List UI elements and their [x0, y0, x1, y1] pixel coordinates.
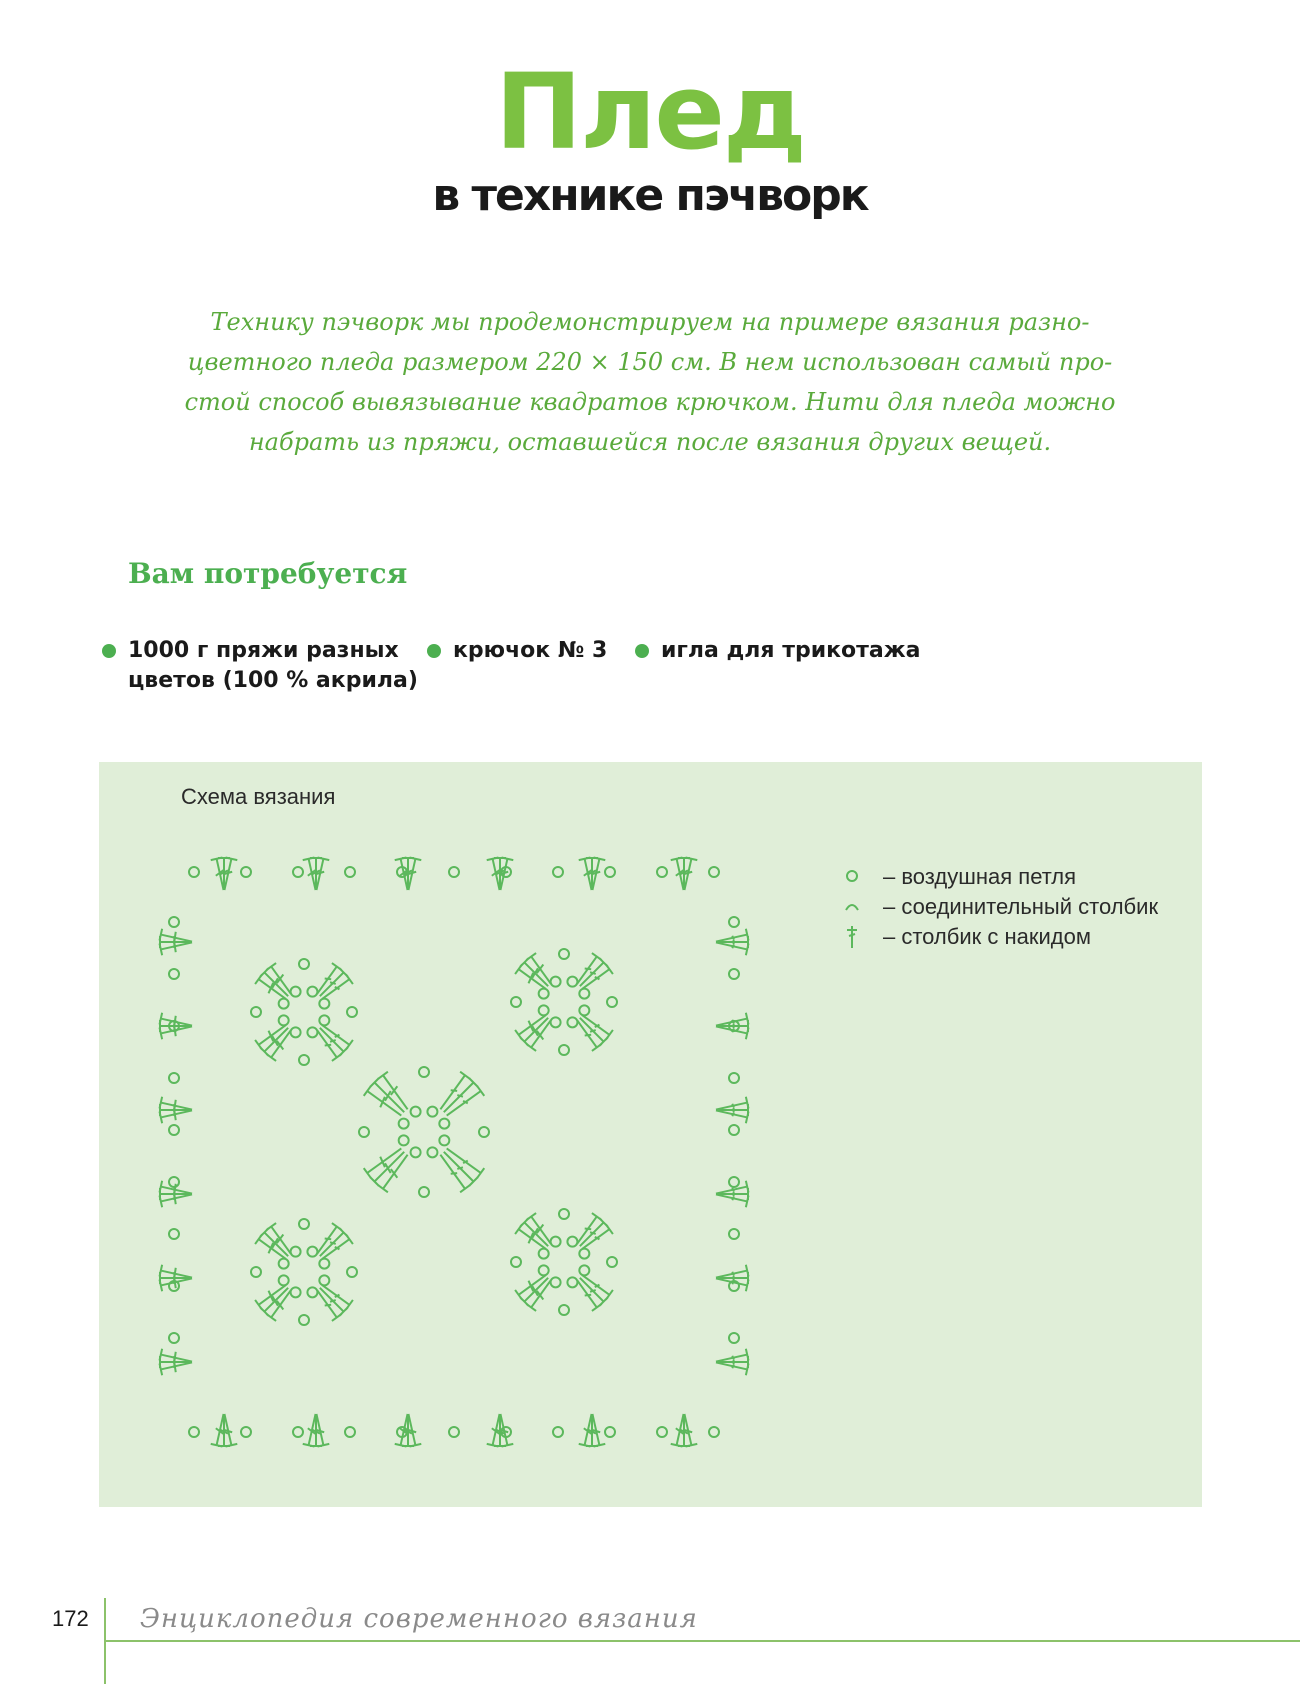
- chain-loop-icon: [319, 999, 329, 1009]
- chain-loop-icon: [551, 1277, 561, 1287]
- chain-loop-icon: [559, 949, 569, 959]
- chain-loop-icon: [347, 1007, 357, 1017]
- crochet-chart: [154, 852, 754, 1452]
- chain-loop-icon: [241, 1427, 251, 1437]
- chain-loop-icon: [439, 1119, 449, 1129]
- page-number: 172: [52, 1606, 89, 1631]
- double-crochet-icon: [716, 1026, 749, 1039]
- bullet-icon: [102, 644, 116, 658]
- chain-loop-icon: [169, 1125, 179, 1135]
- chain-loop-icon: [319, 1275, 329, 1285]
- chain-loop-icon: [657, 1427, 667, 1437]
- chain-loop-icon: [579, 989, 589, 999]
- chain-loop-icon: [419, 1067, 429, 1077]
- chain-loop-icon: [559, 1305, 569, 1315]
- chain-loop-icon: [539, 1249, 549, 1259]
- double-crochet-icon: [716, 1194, 749, 1207]
- chain-loop-icon: [169, 969, 179, 979]
- chain-loop-icon: [567, 1277, 577, 1287]
- chain-loop-icon: [607, 1257, 617, 1267]
- chain-loop-icon: [843, 862, 877, 892]
- chain-loop-icon: [291, 987, 301, 997]
- chain-loop-icon: [359, 1127, 369, 1137]
- double-crochet-icon: [224, 858, 237, 891]
- chain-loop-icon: [729, 1073, 739, 1083]
- chain-loop-icon: [607, 997, 617, 1007]
- chain-loop-icon: [449, 867, 459, 877]
- double-crochet-icon: [716, 1110, 749, 1123]
- chain-loop-icon: [559, 1209, 569, 1219]
- footer-rule: [104, 1640, 1300, 1642]
- double-crochet-icon: [716, 929, 749, 942]
- double-crochet-icon: [716, 942, 749, 955]
- chain-loop-icon: [169, 1229, 179, 1239]
- chain-loop-icon: [399, 1119, 409, 1129]
- intro-line: набрать из пряжи, оставшейся после вязания других вещей.: [248, 428, 1052, 456]
- chain-loop-icon: [189, 867, 199, 877]
- double-crochet-icon: [592, 858, 605, 891]
- double-crochet-icon: [684, 858, 697, 891]
- chain-loop-icon: [399, 1135, 409, 1145]
- chain-loop-icon: [553, 1427, 563, 1437]
- chain-loop-icon: [291, 1287, 301, 1297]
- chain-loop-icon: [729, 969, 739, 979]
- page-title: Плед: [495, 51, 805, 173]
- chain-loop-icon: [279, 1015, 289, 1025]
- chain-loop-icon: [299, 959, 309, 969]
- chain-loop-icon: [551, 977, 561, 987]
- intro-line: стой способ вывязывание квадратов крючком. Нити для пледа можно: [184, 388, 1116, 416]
- chain-loop-icon: [169, 1073, 179, 1083]
- chain-loop-icon: [479, 1127, 489, 1137]
- chain-loop-icon: [439, 1135, 449, 1145]
- double-crochet-icon: [370, 1152, 404, 1186]
- chain-loop-icon: [709, 867, 719, 877]
- material-item-yarn: 1000 г пряжи разных цветов (100 % акрила): [128, 636, 418, 696]
- double-crochet-icon: [408, 858, 421, 891]
- chain-loop-icon: [539, 989, 549, 999]
- double-crochet-icon: [316, 1414, 329, 1447]
- chain-loop-icon: [279, 999, 289, 1009]
- materials-heading: Вам потребуется: [128, 557, 408, 590]
- double-crochet-icon: [370, 1078, 404, 1112]
- chain-loop-icon: [553, 867, 563, 877]
- scheme-legend: [843, 862, 1158, 952]
- chain-loop-icon: [319, 1259, 329, 1269]
- chain-loop-icon: [427, 1147, 437, 1157]
- double-crochet-icon: [316, 858, 329, 891]
- chain-loop-icon: [319, 1015, 329, 1025]
- chain-loop-icon: [579, 1265, 589, 1275]
- double-crochet-icon: [716, 1265, 749, 1278]
- chain-loop-icon: [293, 1427, 303, 1437]
- double-crochet-icon: [716, 1013, 749, 1026]
- intro-line: цветного пледа размером 220 × 150 см. В нем использован самый про-: [187, 348, 1113, 376]
- scheme-title: Схема вязания: [181, 784, 336, 809]
- chain-loop-icon: [411, 1107, 421, 1117]
- chain-loop-icon: [169, 1333, 179, 1343]
- chain-loop-icon: [169, 917, 179, 927]
- chain-loop-icon: [551, 1237, 561, 1247]
- chain-loop-icon: [241, 867, 251, 877]
- chain-loop-icon: [307, 987, 317, 997]
- chain-loop-icon: [189, 1427, 199, 1437]
- chain-loop-icon: [729, 1177, 739, 1187]
- chain-loop-icon: [539, 1265, 549, 1275]
- chain-loop-icon: [427, 1107, 437, 1117]
- chain-loop-icon: [605, 867, 615, 877]
- double-crochet-icon: [224, 1414, 237, 1447]
- chain-loop-icon: [347, 1267, 357, 1277]
- chain-loop-icon: [299, 1219, 309, 1229]
- chain-loop-icon: [345, 867, 355, 877]
- slip-stitch-icon: [843, 892, 877, 922]
- chain-loop-icon: [729, 1229, 739, 1239]
- chain-loop-icon: [729, 1125, 739, 1135]
- page-subtitle: в технике пэчворк: [432, 170, 868, 221]
- double-crochet-icon: [843, 922, 877, 952]
- chain-loop-icon: [511, 997, 521, 1007]
- chain-loop-icon: [307, 1287, 317, 1297]
- double-crochet-icon: [444, 1078, 478, 1112]
- chain-loop-icon: [279, 1275, 289, 1285]
- chain-loop-icon: [307, 1027, 317, 1037]
- scheme-panel: [99, 762, 1202, 1507]
- chain-loop-icon: [729, 1333, 739, 1343]
- chain-loop-icon: [657, 867, 667, 877]
- double-crochet-icon: [408, 1414, 421, 1447]
- double-crochet-icon: [716, 1097, 749, 1110]
- chain-loop-icon: [169, 1177, 179, 1187]
- chain-loop-icon: [251, 1007, 261, 1017]
- chain-loop-icon: [559, 1045, 569, 1055]
- chain-loop-icon: [579, 1005, 589, 1015]
- intro-line: Технику пэчворк мы продемонстрируем на примере вязания разно-: [210, 308, 1090, 336]
- chain-loop-icon: [299, 1055, 309, 1065]
- chain-loop-icon: [579, 1249, 589, 1259]
- double-crochet-icon: [684, 1414, 697, 1447]
- legend-chain-loop: – воздушная петля: [843, 862, 1158, 892]
- chain-loop-icon: [539, 1005, 549, 1015]
- chain-loop-icon: [567, 1237, 577, 1247]
- book-title: Энциклопедия современного вязания: [140, 1604, 698, 1634]
- chain-loop-icon: [279, 1259, 289, 1269]
- chain-loop-icon: [419, 1187, 429, 1197]
- legend-double-crochet: – столбик с накидом: [843, 922, 1158, 952]
- double-crochet-icon: [592, 1414, 605, 1447]
- chain-loop-icon: [567, 977, 577, 987]
- chain-loop-icon: [251, 1267, 261, 1277]
- chain-loop-icon: [449, 1427, 459, 1437]
- intro-paragraph: [150, 302, 1150, 462]
- bullet-icon: [635, 644, 649, 658]
- chain-loop-icon: [293, 867, 303, 877]
- material-item-hook: крючок № 3: [453, 636, 607, 666]
- material-item-needle: игла для трикотажа: [661, 636, 921, 666]
- chain-loop-icon: [709, 1427, 719, 1437]
- legend-slip-stitch: – соединительный столбик: [843, 892, 1158, 922]
- chain-loop-icon: [729, 917, 739, 927]
- chain-loop-icon: [511, 1257, 521, 1267]
- bullet-icon: [427, 644, 441, 658]
- chain-loop-icon: [551, 1017, 561, 1027]
- double-crochet-icon: [444, 1152, 478, 1186]
- chain-loop-icon: [567, 1017, 577, 1027]
- chain-loop-icon: [605, 1427, 615, 1437]
- chain-loop-icon: [299, 1315, 309, 1325]
- chain-loop-icon: [307, 1247, 317, 1257]
- chain-loop-icon: [291, 1027, 301, 1037]
- double-crochet-icon: [716, 1362, 749, 1375]
- chain-loop-icon: [411, 1147, 421, 1157]
- chain-loop-icon: [345, 1427, 355, 1437]
- double-crochet-icon: [716, 1349, 749, 1362]
- chain-loop-icon: [291, 1247, 301, 1257]
